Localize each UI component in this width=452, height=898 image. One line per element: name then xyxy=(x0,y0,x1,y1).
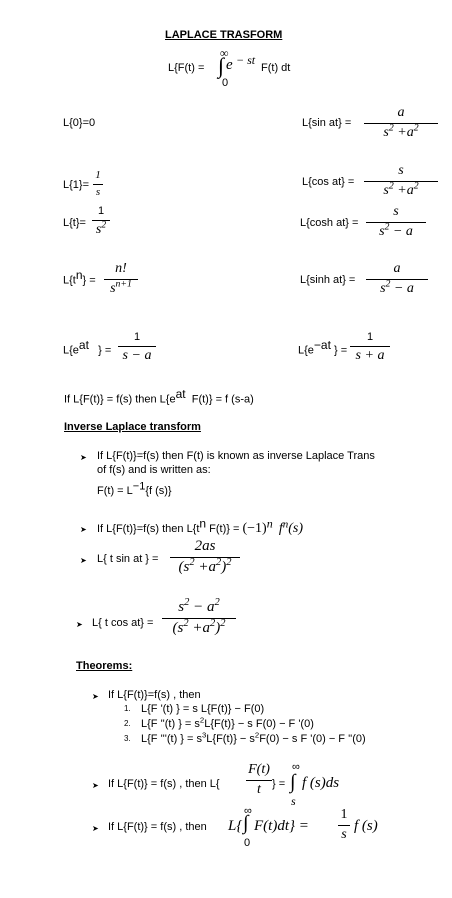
arrow-bullet-icon: ➤ xyxy=(80,556,87,565)
arrow-bullet-icon: ➤ xyxy=(92,824,99,833)
laplace-tn-lhs: $L\{t^n\}$ = xyxy=(63,268,96,287)
definition-exponent: − st xyxy=(236,53,256,67)
laplace-cos-lhs: L{cos at} = xyxy=(302,176,355,188)
theorems-title: Theorems: xyxy=(76,660,133,672)
division-rhs: f (s)ds xyxy=(302,775,340,791)
laplace-sinh-lhs: L{sinh at} = xyxy=(300,274,356,286)
integral-sign: ∫ xyxy=(218,53,225,78)
integral-lower-limit: 0 xyxy=(244,837,251,849)
laplace-t-lhs: L{t}= xyxy=(63,217,86,229)
laplace-cosh-lhs: L{cosh at} = xyxy=(300,217,359,229)
tcos-fraction: $s^2 - a^2$ $(s^2 +a^2)^2$ xyxy=(162,600,236,637)
theorem-item-number: 2. xyxy=(124,719,131,728)
definition-integrand: e xyxy=(226,57,233,73)
arrow-bullet-icon: ➤ xyxy=(80,525,87,534)
definition-upper-limit: ∞ xyxy=(220,46,229,60)
laplace-emat-lhs: $L\{e^{-at}$ } = xyxy=(298,338,348,357)
division-theorem-lhs: If L{F(t)} = f(s) , then L{ xyxy=(108,778,220,790)
laplace-sinh-fraction: a $s^2 - a$ xyxy=(366,262,428,296)
tcos-lhs: L{ t cos at} = xyxy=(92,617,154,629)
theorems-intro: If L{F(t)}=f(s) , then xyxy=(108,689,201,701)
laplace-sin-lhs: L{sin at} = xyxy=(302,117,352,129)
integral-theorem-sign: ∫ xyxy=(243,812,249,834)
laplace-sin-fraction: a $s^2 +a^2$ xyxy=(364,106,438,140)
derivative-theorem: If L{F(t)}=f(s) then $L\{t^n$ $F(t)\} = (-1)^n$ $f^n(s)$ xyxy=(97,516,304,536)
theorem-item: L{F '''(t) } = $s^3L\{F(t)\} - s^2F(0) - s$ F '(0) − F ''(0) xyxy=(141,730,366,745)
tsin-fraction: 2as $(s^2 +a^2)^2$ xyxy=(170,539,240,576)
definition-lhs: L{F(t) = xyxy=(168,62,205,74)
integral-theorem-rhs: f (s) xyxy=(354,818,378,834)
theorem-item: L{F '(t) } = s L{F(t)} − F(0) xyxy=(141,703,265,715)
integral-theorem-body: F(t)dt} = xyxy=(254,818,309,834)
division-upper-limit: ∞ xyxy=(292,761,300,773)
arrow-bullet-icon: ➤ xyxy=(76,620,83,629)
laplace-cos-fraction: s $s^2 +a^2$ xyxy=(364,164,438,198)
laplace-one-lhs: L{1}= xyxy=(63,179,90,191)
definition-lower-limit: 0 xyxy=(222,77,229,89)
integral-theorem-L: L{ xyxy=(228,818,243,834)
theorem-item-number: 3. xyxy=(124,734,131,743)
inverse-title: Inverse Laplace transform xyxy=(64,421,201,433)
division-lower-limit: s xyxy=(291,794,296,808)
laplace-one-fraction: 1 s xyxy=(93,170,103,198)
definition-rest: F(t) dt xyxy=(261,62,291,74)
page-title: LAPLACE TRASFORM xyxy=(165,29,283,41)
division-close: } = xyxy=(272,778,286,790)
inverse-def-line2: of f(s) and is written as: xyxy=(97,464,211,476)
laplace-eat-fraction: 1 s − a xyxy=(118,332,156,363)
laplace-eat-lhs: $L\{e^{at}$ } = xyxy=(63,338,112,357)
tsin-lhs: L{ t sin at } = xyxy=(97,553,159,565)
theorem-item: L{F ''(t) } = $s^2L\{F(t)\} - s$ F(0) − F '(0) xyxy=(141,715,314,730)
laplace-cosh-fraction: s $s^2 - a$ xyxy=(366,205,426,239)
theorem-item-number: 1. xyxy=(124,704,131,713)
division-fraction: F(t) t xyxy=(246,763,272,797)
arrow-bullet-icon: ➤ xyxy=(92,692,99,701)
division-integral-sign: ∫ xyxy=(290,771,296,793)
shift-theorem: If L{F(t)} = f(s) then $L\{e^{at}$ F(t)} = f (s-a) xyxy=(64,387,254,406)
laplace-zero: L{0}=0 xyxy=(63,117,96,129)
arrow-bullet-icon: ➤ xyxy=(92,781,99,790)
inverse-def-line3: $F(t) = L^{-1}\{f$ (s)} xyxy=(97,480,172,497)
integral-fraction: 1 s xyxy=(338,808,350,842)
laplace-t-fraction: 1 $s^2$ xyxy=(92,206,110,237)
inverse-def-line1: If L{F(t)}=f(s) then F(t) is known as inverse Laplace Trans xyxy=(97,450,375,462)
arrow-bullet-icon: ➤ xyxy=(80,453,87,462)
laplace-tn-fraction: n! $s^{n+1}$ xyxy=(104,262,138,296)
integral-theorem-lhs: If L{F(t)} = f(s) , then xyxy=(108,821,207,833)
laplace-emat-fraction: 1 s + a xyxy=(350,332,390,363)
integral-upper-limit: ∞ xyxy=(244,805,252,817)
